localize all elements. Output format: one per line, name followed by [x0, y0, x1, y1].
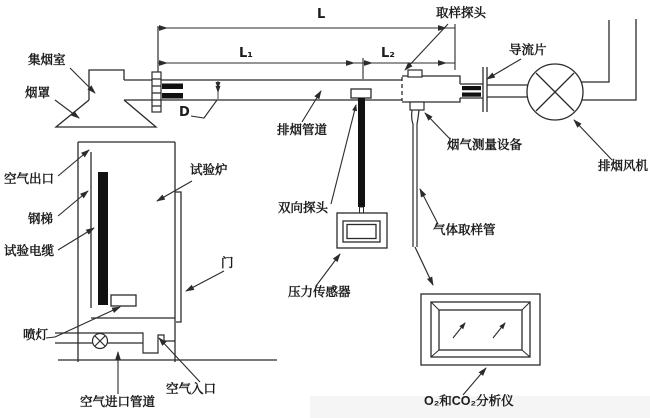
- arrow-steel-ladder: [58, 191, 88, 216]
- label-air-inlet-duct: 空气进口管道: [80, 395, 156, 409]
- label-air-outlet: 空气出口: [4, 172, 55, 186]
- label-exhaust-fan: 排烟风机: [598, 159, 649, 173]
- label-steel-ladder: 钢梯: [28, 212, 54, 226]
- arrow-air-outlet: [58, 150, 89, 176]
- arrow-guide-vane: [487, 59, 521, 79]
- smoke-hood-shape: [56, 70, 156, 127]
- air-inlet-duct-shape: [55, 333, 277, 360]
- arrow-door: [186, 271, 224, 291]
- exhaust-fan-shape: [527, 19, 636, 120]
- door-shape: [175, 192, 181, 322]
- dim-label-L2: L₂: [381, 46, 395, 61]
- arrow-analyzer: [463, 368, 486, 395]
- label-exhaust-duct: 排烟管道: [277, 123, 328, 137]
- label-air-inlet: 空气入口: [166, 382, 217, 396]
- duct-flange: [152, 26, 161, 112]
- label-gas-sampling-tube: 气体取样管: [433, 223, 496, 237]
- label-smoke-chamber: 集烟室: [28, 53, 66, 67]
- arrow-bidirectional-probe: [331, 105, 356, 204]
- arrow-smoke-chamber: [70, 68, 95, 93]
- guide-vane-bars: [162, 84, 481, 99]
- arrow-pressure-sensor: [316, 254, 340, 286]
- arrow-smoke-hood: [55, 100, 79, 118]
- label-smoke-hood: 烟罩: [25, 86, 51, 100]
- arrow-exhaust-duct: [302, 91, 321, 122]
- label-bidirectional-probe: 双向探头: [278, 201, 329, 215]
- label-pressure-sensor: 压力传感器: [288, 285, 351, 299]
- label-smoke-measuring-device: 烟气测量设备: [447, 138, 523, 152]
- dim-label-L1: L₁: [239, 46, 253, 61]
- test-cable-bar: [98, 172, 108, 305]
- dim-label-L: L: [317, 7, 326, 22]
- label-burner: 喷灯: [23, 328, 49, 342]
- label-analyzer: O₂和CO₂分析仪: [424, 394, 514, 408]
- bidirectional-probe-shape: [351, 89, 371, 213]
- analyzer-shape: [421, 294, 540, 365]
- label-sampling-probe: 取样探头: [436, 6, 487, 20]
- pressure-sensor-box: [337, 213, 387, 248]
- arrow-smoke-measuring: [425, 113, 450, 139]
- test-furnace-shape: [78, 142, 181, 362]
- burner-shape: [111, 295, 136, 306]
- arrow-test-cable: [58, 228, 94, 250]
- label-test-furnace: 试验炉: [190, 163, 228, 177]
- arrow-exhaust-fan: [574, 120, 612, 160]
- label-test-cable: 试验电缆: [4, 244, 55, 258]
- arrow-gas-sampling-tube: [420, 189, 438, 224]
- label-door: 门: [221, 256, 234, 270]
- label-guide-vane: 导流片: [509, 43, 547, 57]
- dim-label-D: D: [179, 105, 190, 120]
